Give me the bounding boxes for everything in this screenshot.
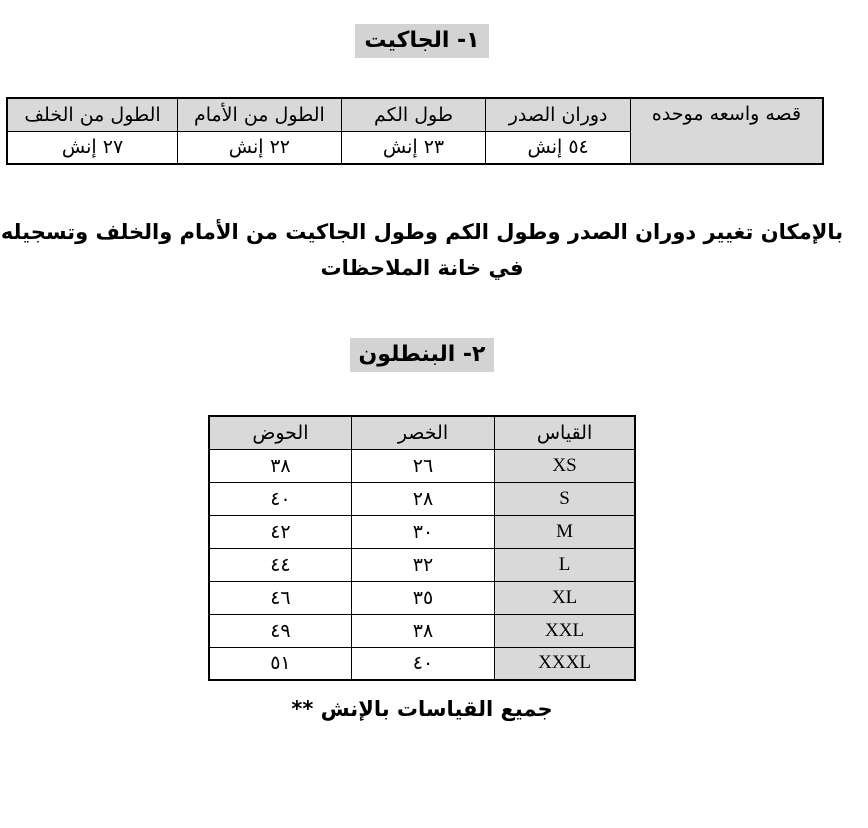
jacket-value-back-length: ٢٧ إنش bbox=[7, 131, 178, 164]
pants-hips-cell: ٥١ bbox=[209, 647, 351, 680]
pants-hips-cell: ٤٦ bbox=[209, 581, 351, 614]
jacket-table bbox=[6, 97, 824, 165]
pants-size-cell: L bbox=[495, 548, 635, 581]
jacket-customization-note bbox=[0, 214, 844, 286]
pants-hips-cell: ٤٤ bbox=[209, 548, 351, 581]
note-line-2: في خانة الملاحظات bbox=[320, 256, 524, 280]
pants-header-size: القياس bbox=[495, 416, 635, 449]
pants-row-m bbox=[209, 515, 635, 548]
jacket-section-title: ١- الجاكيت bbox=[355, 24, 488, 58]
pants-hips-cell: ٣٨ bbox=[209, 449, 351, 482]
pants-size-cell: XXL bbox=[495, 614, 635, 647]
pants-waist-cell: ٤٠ bbox=[351, 647, 494, 680]
pants-row-xl bbox=[209, 581, 635, 614]
jacket-value-front-length: ٢٢ إنش bbox=[178, 131, 342, 164]
pants-waist-cell: ٢٦ bbox=[351, 449, 494, 482]
pants-row-xxl bbox=[209, 614, 635, 647]
note-line-1: بالإمكان تغيير دوران الصدر وطول الكم وطول الجاكيت من الأمام والخلف وتسجيله bbox=[0, 220, 844, 244]
pants-size-cell: XS bbox=[495, 449, 635, 482]
jacket-value-chest-round: ٥٤ إنش bbox=[486, 131, 631, 164]
pants-waist-cell: ٣٢ bbox=[351, 548, 494, 581]
pants-section-title: ٢- البنطلون bbox=[350, 338, 495, 372]
pants-size-cell: XL bbox=[495, 581, 635, 614]
jacket-unified-cut-cell: قصه واسعه موحده bbox=[630, 98, 823, 164]
pants-row-l bbox=[209, 548, 635, 581]
pants-hips-cell: ٤٩ bbox=[209, 614, 351, 647]
jacket-header-chest-round: دوران الصدر bbox=[486, 98, 631, 131]
pants-row-s bbox=[209, 482, 635, 515]
pants-header-waist: الخصر bbox=[351, 416, 494, 449]
pants-waist-cell: ٣٨ bbox=[351, 614, 494, 647]
pants-waist-cell: ٢٨ bbox=[351, 482, 494, 515]
measurements-unit-note: ** جميع القياسات بالإنش bbox=[291, 697, 553, 721]
pants-waist-cell: ٣٥ bbox=[351, 581, 494, 614]
pants-hips-cell: ٤٠ bbox=[209, 482, 351, 515]
jacket-header-row bbox=[7, 98, 823, 131]
jacket-section-title-row bbox=[0, 0, 844, 58]
jacket-header-sleeve-length: طول الكم bbox=[341, 98, 486, 131]
pants-size-cell: S bbox=[495, 482, 635, 515]
pants-size-cell: XXXL bbox=[495, 647, 635, 680]
pants-waist-cell: ٣٠ bbox=[351, 515, 494, 548]
pants-header-hips: الحوض bbox=[209, 416, 351, 449]
jacket-value-sleeve-length: ٢٣ إنش bbox=[341, 131, 486, 164]
pants-header-row bbox=[209, 416, 635, 449]
pants-row-xxxl bbox=[209, 647, 635, 680]
jacket-header-front-length: الطول من الأمام bbox=[178, 98, 342, 131]
pants-hips-cell: ٤٢ bbox=[209, 515, 351, 548]
pants-row-xs bbox=[209, 449, 635, 482]
jacket-header-back-length: الطول من الخلف bbox=[7, 98, 178, 131]
pants-size-cell: M bbox=[495, 515, 635, 548]
pants-section-title-row bbox=[0, 338, 844, 372]
pants-table bbox=[208, 415, 636, 681]
